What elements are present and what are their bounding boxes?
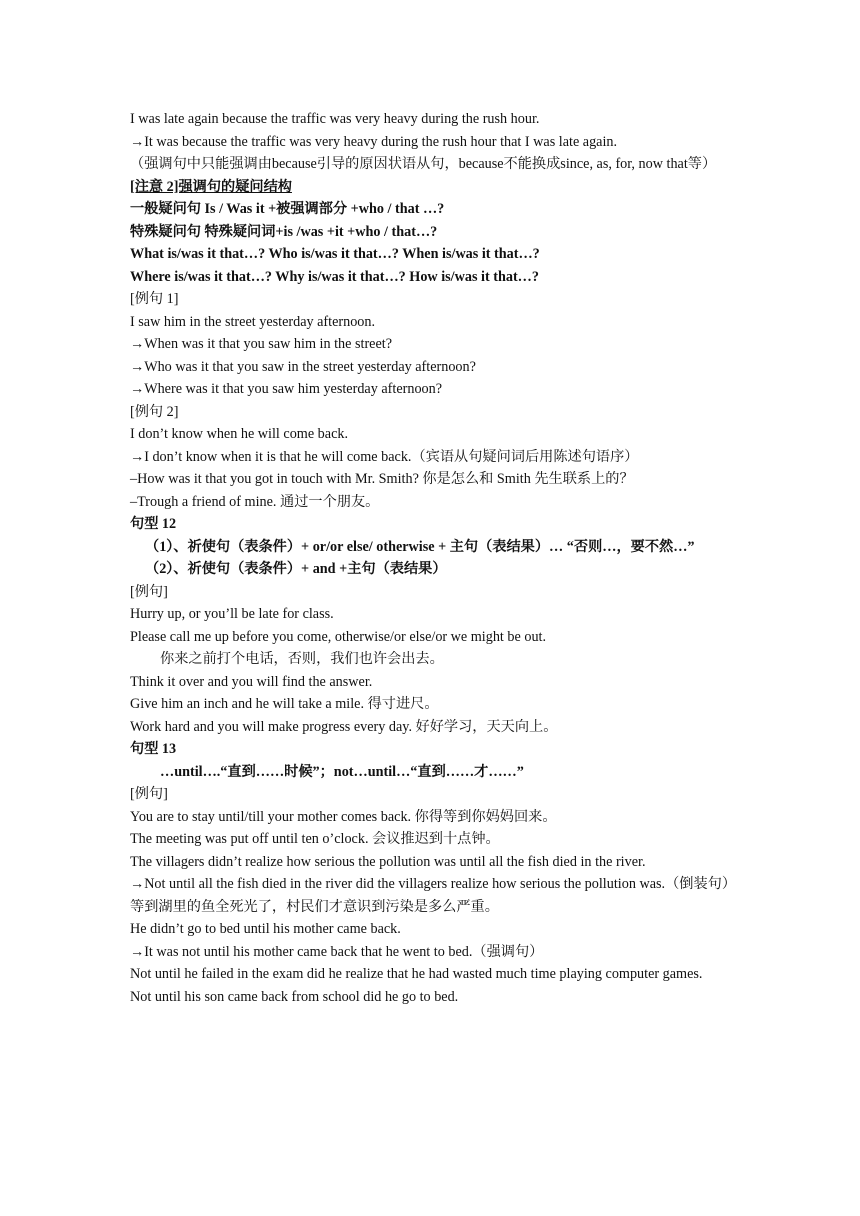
- text-line: I was late again because the traffic was very heavy during the rush hour.: [130, 111, 540, 127]
- pattern-rule: …until….“直到……时候”；not…until…“直到……才……”: [160, 763, 524, 780]
- pattern-rule: （1）、祈使句（表条件）+ or/or else/ otherwise + 主句（表结果）… “否则…，要不然…”: [145, 538, 695, 555]
- example-label: [例句]: [130, 583, 168, 600]
- text-line: →Where was it that you saw him yesterday afternoon?: [130, 381, 443, 397]
- text-line: →It was because the traffic was very heavy during the rush hour that I was late again.: [130, 133, 618, 150]
- translation-line: 等到湖里的鱼全死光了，村民们才意识到污染是多么严重。: [130, 898, 499, 915]
- text-line: Give him an inch and he will take a mile. 得寸进尺。: [130, 696, 439, 712]
- text-line: Not until he failed in the exam did he realize that he had wasted much time playing computer games.: [130, 966, 703, 982]
- text-line: Please call me up before you come, otherwise/or else/or we might be out.: [130, 628, 547, 645]
- text-line: →When was it that you saw him in the street?: [130, 336, 393, 352]
- text-line: →Not until all the fish died in the river did the villagers realize how serious the pollution was.（倒装句）: [130, 876, 737, 892]
- text-line: The villagers didn’t realize how serious the pollution was until all the fish died in the river.: [130, 853, 646, 870]
- note-paragraph: （强调句中只能强调由because引导的原因状语从句，because不能换成since, as, for, now that等）: [130, 156, 717, 172]
- text-line: →I don’t know when it is that he will come back.（宾语从句疑问词后用陈述句语序）: [130, 448, 639, 465]
- pattern-line: 一般疑问句 Is / Was it +被强调部分 +who / that …?: [130, 201, 445, 217]
- example-label: [例句 1]: [130, 291, 179, 307]
- text-line: Hurry up, or you’ll be late for class.: [130, 606, 334, 622]
- translation-line: 你来之前打个电话，否则，我们也许会出去。: [160, 651, 444, 667]
- text-line: Work hard and you will make progress every day. 好好学习，天天向上。: [130, 718, 558, 735]
- pattern-rule: （2）、祈使句（表条件）+ and +主句（表结果）: [145, 561, 447, 577]
- text-line: →It was not until his mother came back that he went to bed.（强调句）: [130, 943, 544, 960]
- text-line: Not until his son came back from school did he go to bed.: [130, 988, 459, 1005]
- pattern-heading: 句型 12: [130, 516, 177, 532]
- text-line: I don’t know when he will come back.: [130, 426, 349, 442]
- pattern-heading: 句型 13: [130, 741, 177, 757]
- text-line: I saw him in the street yesterday afternoon.: [130, 313, 376, 330]
- text-line: –Trough a friend of mine. 通过一个朋友。: [130, 493, 380, 510]
- example-label: [例句 2]: [130, 403, 179, 420]
- text-line: The meeting was put off until ten o’clock. 会议推迟到十点钟。: [130, 831, 500, 847]
- text-line: You are to stay until/till your mother comes back. 你得等到你妈妈回来。: [130, 808, 557, 825]
- pattern-line: 特殊疑问句 特殊疑问词+is /was +it +who / that…?: [130, 223, 438, 240]
- text-line: →Who was it that you saw in the street yesterday afternoon?: [130, 358, 476, 375]
- example-label: [例句]: [130, 786, 168, 802]
- pattern-line: What is/was it that…? Who is/was it that…? When is/was it that…?: [130, 246, 540, 262]
- text-line: –How was it that you got in touch with Mr. Smith? 你是怎么和 Smith 先生联系上的？: [130, 471, 634, 487]
- text-line: He didn’t go to bed until his mother came back.: [130, 921, 401, 937]
- pattern-line: Where is/was it that…? Why is/was it that…? How is/was it that…?: [130, 268, 539, 285]
- text-line: Think it over and you will find the answer.: [130, 673, 373, 690]
- section-heading: [注意 2]强调句的疑问结构: [130, 178, 292, 195]
